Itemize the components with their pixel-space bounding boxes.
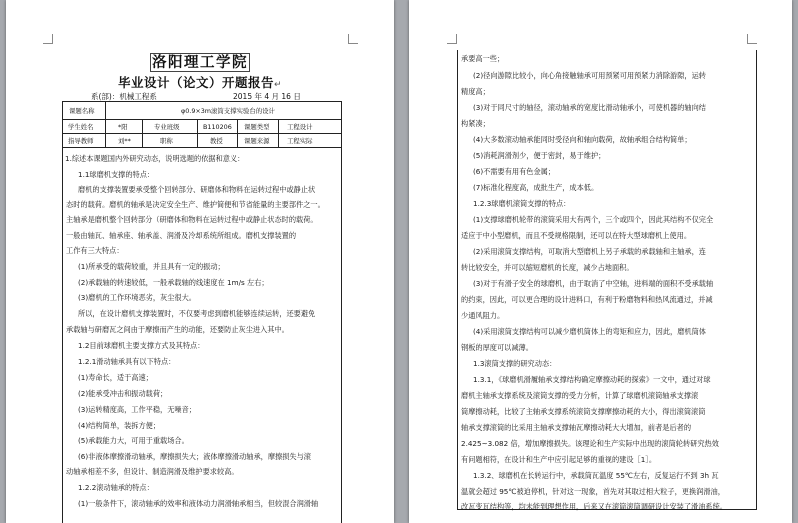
table-rule bbox=[105, 102, 106, 147]
table-rule bbox=[278, 119, 279, 147]
body-line: (1)所承受的载荷较重，并且具有一定的振动； bbox=[78, 262, 225, 271]
body-line: 转比较安全，并可以缩短磨机的长度，减少占地面积。 bbox=[461, 263, 634, 272]
table-cell: 课题来源 bbox=[244, 137, 270, 145]
body-line: 动轴承相差不多，但设计、制造润滑及维护要求较高。 bbox=[66, 467, 239, 476]
body-line: (2)能承受冲击和振动载荷； bbox=[78, 389, 168, 398]
body-line: 1.2目前球磨机主要支撑方式及其特点： bbox=[78, 341, 205, 350]
body-line: 承要高一些； bbox=[461, 54, 505, 63]
body-line: (4)大多数滚动轴承能同时受径向和轴向载荷，故轴承组合结构简单； bbox=[473, 135, 692, 144]
table-cell: 专业班级 bbox=[154, 123, 180, 131]
body-line: (2)承载轴的转速较低，一般承载轴的线速度在 1m/s 左右； bbox=[78, 278, 269, 287]
body-line: (7)标准化程度高，成批生产，成本低。 bbox=[473, 183, 599, 192]
body-line: (3)对于有滑子安全的球磨机，由于取消了中空轴，进料端的面积不受承载轴 bbox=[473, 279, 714, 288]
body-line: 主轴承是磨机整个回转部分（研磨体和物料在运转过程中或静止状态时的载荷。 bbox=[66, 215, 318, 224]
body-line: 少通风阻力。 bbox=[461, 311, 505, 320]
body-line: 1.1球磨机支撑的特点： bbox=[78, 170, 155, 179]
body-line: 态时的载荷。磨机的轴承是决定安全生产、维护简便和节省能量的主要部件之一。 bbox=[66, 200, 325, 209]
info-table bbox=[62, 101, 342, 148]
table-rule bbox=[142, 119, 143, 147]
body-line: 一般由轴瓦、轴承座、轴承盖、润滑及冷却系统所组成。磨机支撑装置的 bbox=[66, 231, 297, 240]
department-label: 系(部)：机械工程系 bbox=[91, 92, 157, 101]
body-line: 1.综述本课题国内外研究动态，说明选题的依据和意义： bbox=[65, 154, 245, 163]
table-cell: 教授 bbox=[210, 137, 223, 145]
body-line: 1.3.1，《球磨机滑履轴承支撑结构确定摩擦动耗的探索》一文中，通过对球 bbox=[473, 375, 711, 384]
body-line: (6)不需要有用有色金属； bbox=[473, 167, 556, 176]
corner-crop-mark bbox=[348, 34, 358, 44]
body-line: 适应于中小型磨机，而且不受规格限制，还可以在特大型球磨机上使用。 bbox=[461, 231, 692, 240]
body-line: (4)结构简单，装拆方便； bbox=[78, 421, 161, 430]
document-page-1 bbox=[6, 0, 394, 523]
body-line: (2)径向游隙比较小，向心角接触轴承可用预紧可用预紧力消除游隙，运转 bbox=[473, 71, 706, 80]
body-line: 改瓦变瓦结构等，均未能到理想作用，后来又在滚筒滚筒调研设计安装了滑油系统。 bbox=[461, 502, 727, 511]
body-line: 轴承支撑滚筒的比采用主轴承支撑轴瓦摩擦动耗大大增加，前者是后者的 bbox=[461, 423, 692, 432]
table-cell: 指导教师 bbox=[68, 137, 94, 145]
body-line: 筒摩擦动耗，比较了主轴承支撑系统滚筒支撑摩擦动耗的大小，得出滚筒滚筒 bbox=[461, 407, 706, 416]
table-rule bbox=[237, 119, 238, 147]
body-line: (3)磨机的工作环境恶劣，灰尘很大。 bbox=[78, 293, 196, 302]
body-line: (1)一般条件下，滚动轴承的效率和液体动力润滑轴承相当，但较混合润滑轴 bbox=[78, 499, 319, 508]
body-line: (1)寿命长，适于高速； bbox=[78, 373, 153, 382]
body-line: 2.425~3.082 倍，增加摩擦损失。该理论和生产实际中出现的滚筒轮转研究热效 bbox=[461, 439, 719, 448]
body-line: 工作有三大特点： bbox=[66, 246, 124, 255]
corner-crop-mark bbox=[43, 34, 53, 44]
body-line: (1)支撑球磨机轮带的滚筒采用大有两个，三个或四个，因此其结构不仅完全 bbox=[473, 215, 714, 224]
body-line: 构紧凑； bbox=[461, 119, 490, 128]
table-cell: B110206 bbox=[203, 123, 232, 131]
corner-crop-mark bbox=[747, 34, 757, 44]
body-line: (3)对于同尺寸的轴径，滚动轴承的宽度比滑动轴承小，可使机器的轴向结 bbox=[473, 103, 706, 112]
table-cell: *阳 bbox=[118, 123, 128, 131]
school-name-heading: 洛阳理工学院 bbox=[152, 54, 248, 71]
body-line: 1.3滚筒支撑的研究动态： bbox=[473, 359, 557, 368]
table-rule bbox=[197, 119, 198, 147]
table-cell: 课题类型 bbox=[244, 123, 270, 131]
body-line: 1.2.2滚动轴承的特点： bbox=[78, 483, 154, 492]
body-line: (2)采用滚筒支撑结构，可取消大型磨机上另子承载的承载轴和主轴承，连 bbox=[473, 247, 706, 256]
body-line: (5)承载能力大，可用于重载场合。 bbox=[78, 436, 189, 445]
topic-label: 课题名称 bbox=[69, 107, 95, 115]
body-line: 所以，在设计磨机支撑装置时，不仅要考虑到磨机能够连续运转，还要避免 bbox=[78, 309, 316, 318]
body-line: (3)运转精度高，工作平稳，无噪音； bbox=[78, 405, 196, 414]
topic-value: φ0.9×3m滚筒支撑实验台的设计 bbox=[181, 107, 275, 115]
body-line: 精度高； bbox=[461, 87, 490, 96]
body-line: (5)消耗润滑剂少，便于密封，易于维护； bbox=[473, 151, 606, 160]
body-line: 磨机主轴承支撑系统及滚筒支撑的受力分析，计算了球磨机滚筒轴承支撑滚 bbox=[461, 391, 699, 400]
body-line: 磨机的支撑装置要承受整个回转部分、研磨体和物料在运转过程中或静止状 bbox=[78, 185, 316, 194]
body-line: 1.2.1滑动轴承具有以下特点： bbox=[78, 357, 176, 366]
corner-crop-mark bbox=[447, 34, 457, 44]
table-cell: 工程实际 bbox=[287, 137, 313, 145]
body-line: 承载轴与研磨瓦之间由于摩擦而产生的动能，还要防止灰尘进入其中。 bbox=[66, 325, 289, 334]
body-line: 钢板的厚度可以减薄。 bbox=[461, 343, 533, 352]
body-line: (6)非液体摩擦滑动轴承，摩擦损失大；液体摩擦滑动轴承，摩擦损失与滚 bbox=[78, 452, 311, 461]
report-date: 2015 年 4 月 16 日 bbox=[233, 92, 301, 101]
table-cell: 工程设计 bbox=[287, 123, 313, 131]
table-cell: 职称 bbox=[160, 137, 173, 145]
body-line: 1.2.3球磨机滚筒支撑的特点： bbox=[473, 199, 571, 208]
table-cell: 学生姓名 bbox=[68, 123, 94, 131]
table-cell: 刘** bbox=[118, 137, 131, 145]
body-line: 有问题相符，在设计和生产中应引起足够的重视的建设［1］。 bbox=[461, 455, 657, 464]
report-title: 毕业设计（论文）开题报告↵ bbox=[117, 75, 283, 90]
document-page-2 bbox=[409, 0, 792, 523]
body-line: 温就会超过 95℃被迫停机，针对这一现象，首先对其取过相大粒子，更换润滑油， bbox=[461, 487, 725, 496]
body-line: (4)采用滚筒支撑结构可以减少磨机筒体上的弯矩和应力，因此，磨机筒体 bbox=[473, 327, 706, 336]
body-line: 的约束，因此，可以更合理的设计进料口，有利于粉磨物料和热风流通过，并减 bbox=[461, 295, 713, 304]
body-line: 1.3.2、球磨机在长转运行中，承载筒瓦温度 55℃左右，反复运行不到 3h 瓦 bbox=[473, 471, 719, 480]
